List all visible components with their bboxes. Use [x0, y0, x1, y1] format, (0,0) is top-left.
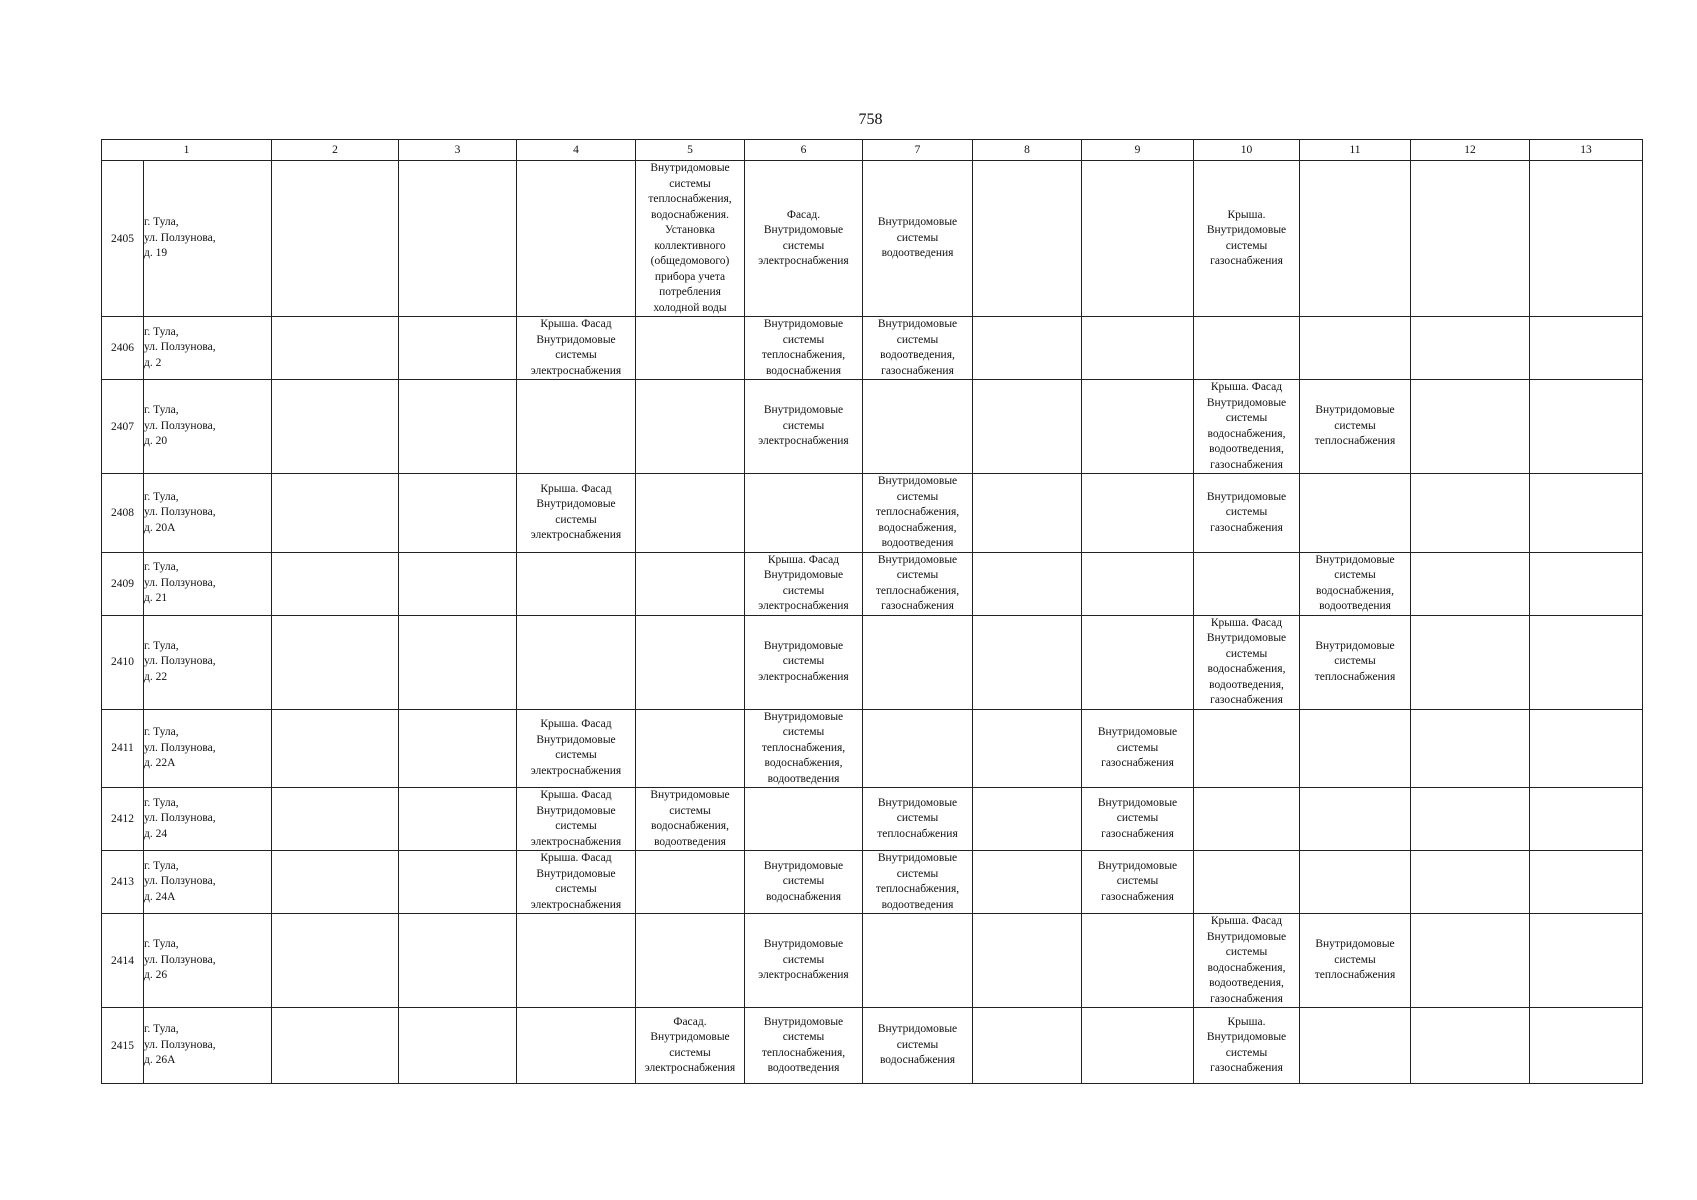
work-text: Внутридомовые системы газоснабжения: [1206, 490, 1287, 534]
work-cell-col-5: [636, 788, 745, 851]
work-cell-col-6: [745, 615, 863, 709]
column-header: 12: [1411, 140, 1530, 161]
work-cell-col-6: [745, 1008, 863, 1084]
work-text: Фасад. Внутридомовые системы электроснабжения: [644, 1015, 736, 1074]
table-row: [102, 851, 1643, 914]
work-text: Крыша. Фасад Внутридомовые системы электроснабжения: [530, 789, 622, 848]
work-text: Крыша. Фасад Внутридомовые системы электроснабжения: [530, 482, 622, 542]
address-cell: г. Тула, ул. Ползунова, д. 19: [144, 161, 272, 317]
work-cell-col-7: [863, 1008, 973, 1084]
column-header: 9: [1082, 140, 1194, 161]
work-cell-col-6: [745, 914, 863, 1008]
work-cell-col-7: [863, 380, 973, 474]
work-cell-col-9: [1082, 552, 1194, 615]
work-cell-col-11: [1300, 788, 1411, 851]
column-header: 11: [1300, 140, 1411, 161]
work-cell-col-10: [1194, 851, 1300, 914]
work-text: Внутридомовые системы теплоснабжения: [1314, 938, 1396, 982]
work-cell-col-9: [1082, 474, 1194, 553]
work-cell-col-2: [272, 474, 399, 553]
column-header: 1: [102, 140, 272, 161]
work-text: Крыша. Фасад Внутридомовые системы электроснабжения: [530, 318, 622, 377]
work-cell-col-8: [973, 788, 1082, 851]
column-header: 7: [863, 140, 973, 161]
work-text: Внутридомовые системы газоснабжения: [1097, 796, 1178, 840]
column-header: 6: [745, 140, 863, 161]
work-cell-col-13: [1530, 380, 1643, 474]
work-cell-col-5: [636, 552, 745, 615]
address-cell: г. Тула, ул. Ползунова, д. 24А: [144, 851, 272, 914]
work-text: Внутридомовые системы электроснабжения: [758, 404, 849, 448]
work-cell-col-5: [636, 709, 745, 788]
work-text: Крыша. Фасад Внутридомовые системы электроснабжения: [758, 553, 849, 612]
work-cell-col-10: [1194, 709, 1300, 788]
row-number: 2413: [102, 851, 144, 914]
work-cell-col-8: [973, 474, 1082, 553]
column-header: 13: [1530, 140, 1643, 161]
work-text: Крыша. Внутридомовые системы газоснабжения: [1206, 208, 1287, 267]
table-row: [102, 161, 1643, 317]
work-text: Внутридомовые системы теплоснабжения: [1314, 639, 1396, 683]
work-text: Внутридомовые системы электроснабжения: [758, 639, 849, 683]
work-cell-col-4: [517, 317, 636, 380]
row-number: 2410: [102, 615, 144, 709]
work-cell-col-10: [1194, 552, 1300, 615]
work-cell-col-8: [973, 380, 1082, 474]
address-cell: г. Тула, ул. Ползунова, д. 20А: [144, 474, 272, 553]
work-cell-col-4: [517, 788, 636, 851]
work-text: Крыша. Фасад Внутридомовые системы водоснабжения, водоотведения, газоснабжения: [1206, 381, 1287, 471]
work-cell-col-12: [1411, 474, 1530, 553]
work-cell-col-3: [399, 161, 517, 317]
work-cell-col-13: [1530, 615, 1643, 709]
work-cell-col-11: [1300, 1008, 1411, 1084]
work-cell-col-9: [1082, 914, 1194, 1008]
column-header: 10: [1194, 140, 1300, 161]
work-cell-col-9: [1082, 851, 1194, 914]
work-cell-col-11: [1300, 851, 1411, 914]
work-cell-col-2: [272, 851, 399, 914]
registry-table: [101, 139, 1643, 1084]
work-cell-col-2: [272, 380, 399, 474]
column-header: 3: [399, 140, 517, 161]
work-text: Внутридомовые системы водоснабжения, водоотведения: [650, 789, 730, 848]
work-cell-col-7: [863, 615, 973, 709]
work-cell-col-12: [1411, 317, 1530, 380]
work-text: Внутридомовые системы теплоснабжения, водоснабжения, водоотведения: [761, 710, 846, 785]
work-cell-col-7: [863, 474, 973, 553]
address-cell: г. Тула, ул. Ползунова, д. 22: [144, 615, 272, 709]
work-cell-col-3: [399, 317, 517, 380]
work-cell-col-9: [1082, 317, 1194, 380]
work-cell-col-9: [1082, 161, 1194, 317]
work-cell-col-13: [1530, 788, 1643, 851]
work-cell-col-13: [1530, 317, 1643, 380]
work-text: Внутридомовые системы теплоснабжения, водоснабжения: [761, 318, 846, 377]
work-cell-col-11: [1300, 552, 1411, 615]
header-row: [102, 140, 1643, 161]
work-cell-col-6: [745, 161, 863, 317]
work-cell-col-4: [517, 615, 636, 709]
work-cell-col-10: [1194, 1008, 1300, 1084]
work-text: Фасад. Внутридомовые системы электроснабжения: [758, 208, 849, 267]
work-cell-col-3: [399, 709, 517, 788]
work-cell-col-7: [863, 914, 973, 1008]
table-body: [102, 161, 1643, 1084]
work-cell-col-12: [1411, 851, 1530, 914]
work-cell-col-6: [745, 380, 863, 474]
work-cell-col-2: [272, 161, 399, 317]
row-number: 2411: [102, 709, 144, 788]
column-header: 2: [272, 140, 399, 161]
row-number: 2415: [102, 1008, 144, 1084]
work-cell-col-8: [973, 552, 1082, 615]
work-cell-col-8: [973, 317, 1082, 380]
work-cell-col-13: [1530, 851, 1643, 914]
work-cell-col-4: [517, 161, 636, 317]
work-cell-col-9: [1082, 1008, 1194, 1084]
work-cell-col-11: [1300, 380, 1411, 474]
work-cell-col-7: [863, 788, 973, 851]
work-text: Внутридомовые системы водоснабжения, водоотведения: [1315, 553, 1395, 612]
work-cell-col-7: [863, 161, 973, 317]
work-cell-col-8: [973, 851, 1082, 914]
work-cell-col-7: [863, 552, 973, 615]
work-cell-col-8: [973, 161, 1082, 317]
column-header: 4: [517, 140, 636, 161]
work-text: Внутридомовые системы электроснабжения: [758, 938, 849, 982]
work-cell-col-5: [636, 1008, 745, 1084]
row-number: 2408: [102, 474, 144, 553]
work-cell-col-4: [517, 914, 636, 1008]
work-cell-col-11: [1300, 709, 1411, 788]
work-cell-col-4: [517, 851, 636, 914]
work-cell-col-10: [1194, 615, 1300, 709]
work-cell-col-3: [399, 1008, 517, 1084]
work-cell-col-13: [1530, 1008, 1643, 1084]
work-cell-col-3: [399, 380, 517, 474]
row-number: 2407: [102, 380, 144, 474]
work-cell-col-4: [517, 1008, 636, 1084]
work-text: Внутридомовые системы газоснабжения: [1097, 859, 1178, 903]
address-cell: г. Тула, ул. Ползунова, д. 26: [144, 914, 272, 1008]
table-row: [102, 552, 1643, 615]
work-cell-col-3: [399, 552, 517, 615]
work-cell-col-4: [517, 709, 636, 788]
work-cell-col-5: [636, 380, 745, 474]
table-row: [102, 914, 1643, 1008]
work-cell-col-6: [745, 851, 863, 914]
work-cell-col-5: [636, 161, 745, 317]
work-cell-col-2: [272, 615, 399, 709]
work-text: Внутридомовые системы теплоснабжения: [1314, 404, 1396, 448]
work-cell-col-9: [1082, 615, 1194, 709]
address-cell: г. Тула, ул. Ползунова, д. 2: [144, 317, 272, 380]
work-cell-col-5: [636, 615, 745, 709]
work-cell-col-10: [1194, 380, 1300, 474]
work-cell-col-12: [1411, 615, 1530, 709]
work-cell-col-11: [1300, 474, 1411, 553]
work-text: Внутридомовые системы теплоснабжения, водоотведения: [761, 1015, 846, 1074]
work-cell-col-7: [863, 317, 973, 380]
table-row: [102, 788, 1643, 851]
work-text: Внутридомовые системы водоотведения: [877, 216, 958, 260]
work-cell-col-12: [1411, 709, 1530, 788]
column-header: 5: [636, 140, 745, 161]
work-cell-col-3: [399, 615, 517, 709]
work-cell-col-6: [745, 788, 863, 851]
work-cell-col-8: [973, 914, 1082, 1008]
work-cell-col-7: [863, 709, 973, 788]
work-cell-col-10: [1194, 914, 1300, 1008]
work-cell-col-13: [1530, 709, 1643, 788]
table-row: [102, 380, 1643, 474]
work-text: Внутридомовые системы теплоснабжения, водоснабжения, водоотведения: [875, 475, 960, 549]
address-cell: г. Тула, ул. Ползунова, д. 20: [144, 380, 272, 474]
work-cell-col-4: [517, 380, 636, 474]
work-cell-col-5: [636, 851, 745, 914]
work-cell-col-11: [1300, 615, 1411, 709]
work-cell-col-13: [1530, 552, 1643, 615]
work-cell-col-8: [973, 709, 1082, 788]
work-cell-col-5: [636, 317, 745, 380]
work-cell-col-12: [1411, 552, 1530, 615]
work-text: Крыша. Фасад Внутридомовые системы водоснабжения, водоотведения, газоснабжения: [1206, 616, 1287, 706]
work-cell-col-4: [517, 552, 636, 615]
table-row: [102, 317, 1643, 380]
work-cell-col-12: [1411, 788, 1530, 851]
work-cell-col-10: [1194, 161, 1300, 317]
work-cell-col-8: [973, 615, 1082, 709]
work-text: Внутридомовые системы теплоснабжения, газоснабжения: [875, 553, 960, 612]
work-cell-col-10: [1194, 474, 1300, 553]
work-cell-col-5: [636, 914, 745, 1008]
work-cell-col-6: [745, 552, 863, 615]
table-row: [102, 709, 1643, 788]
work-cell-col-12: [1411, 1008, 1530, 1084]
work-cell-col-3: [399, 851, 517, 914]
work-cell-col-4: [517, 474, 636, 553]
work-cell-col-6: [745, 474, 863, 553]
work-cell-col-11: [1300, 161, 1411, 317]
work-cell-col-8: [973, 1008, 1082, 1084]
work-cell-col-12: [1411, 380, 1530, 474]
work-text: Внутридомовые системы теплоснабжения, водоотведения: [875, 852, 960, 911]
work-cell-col-3: [399, 474, 517, 553]
table-row: [102, 1008, 1643, 1084]
work-cell-col-13: [1530, 914, 1643, 1008]
work-cell-col-2: [272, 1008, 399, 1084]
work-cell-col-9: [1082, 788, 1194, 851]
work-cell-col-2: [272, 709, 399, 788]
work-cell-col-13: [1530, 161, 1643, 317]
address-cell: г. Тула, ул. Ползунова, д. 24: [144, 788, 272, 851]
work-cell-col-3: [399, 914, 517, 1008]
work-text: Внутридомовые системы теплоснабжения, водоснабжения. Установка коллективного (общедомового) прибора учета потребления холодной воды: [648, 162, 732, 314]
work-cell-col-2: [272, 552, 399, 615]
work-cell-col-2: [272, 317, 399, 380]
work-cell-col-5: [636, 474, 745, 553]
work-cell-col-3: [399, 788, 517, 851]
work-cell-col-7: [863, 851, 973, 914]
work-cell-col-6: [745, 317, 863, 380]
work-text: Внутридомовые системы водоотведения, газоснабжения: [877, 318, 958, 377]
work-cell-col-13: [1530, 474, 1643, 553]
work-cell-col-2: [272, 788, 399, 851]
work-cell-col-12: [1411, 914, 1530, 1008]
row-number: 2409: [102, 552, 144, 615]
work-cell-col-9: [1082, 380, 1194, 474]
work-text: Крыша. Внутридомовые системы газоснабжения: [1206, 1015, 1287, 1074]
work-cell-col-11: [1300, 914, 1411, 1008]
table-row: [102, 615, 1643, 709]
row-number: 2405: [102, 161, 144, 317]
work-text: Внутридомовые системы водоснабжения: [877, 1023, 958, 1067]
row-number: 2414: [102, 914, 144, 1008]
work-cell-col-2: [272, 914, 399, 1008]
work-text: Внутридомовые системы теплоснабжения: [877, 796, 958, 840]
work-cell-col-10: [1194, 788, 1300, 851]
work-cell-col-12: [1411, 161, 1530, 317]
work-cell-col-9: [1082, 709, 1194, 788]
address-cell: г. Тула, ул. Ползунова, д. 26А: [144, 1008, 272, 1084]
table-row: [102, 474, 1643, 553]
address-cell: г. Тула, ул. Ползунова, д. 21: [144, 552, 272, 615]
address-cell: г. Тула, ул. Ползунова, д. 22А: [144, 709, 272, 788]
work-cell-col-11: [1300, 317, 1411, 380]
page-number: 758: [858, 111, 883, 128]
work-text: Крыша. Фасад Внутридомовые системы электроснабжения: [530, 852, 622, 911]
work-text: Крыша. Фасад Внутридомовые системы электроснабжения: [530, 718, 622, 777]
work-text: Внутридомовые системы водоснабжения: [763, 859, 844, 903]
work-cell-col-10: [1194, 317, 1300, 380]
work-text: Крыша. Фасад Внутридомовые системы водоснабжения, водоотведения, газоснабжения: [1206, 915, 1287, 1005]
row-number: 2412: [102, 788, 144, 851]
row-number: 2406: [102, 317, 144, 380]
work-text: Внутридомовые системы газоснабжения: [1097, 726, 1178, 769]
column-header: 8: [973, 140, 1082, 161]
work-cell-col-6: [745, 709, 863, 788]
